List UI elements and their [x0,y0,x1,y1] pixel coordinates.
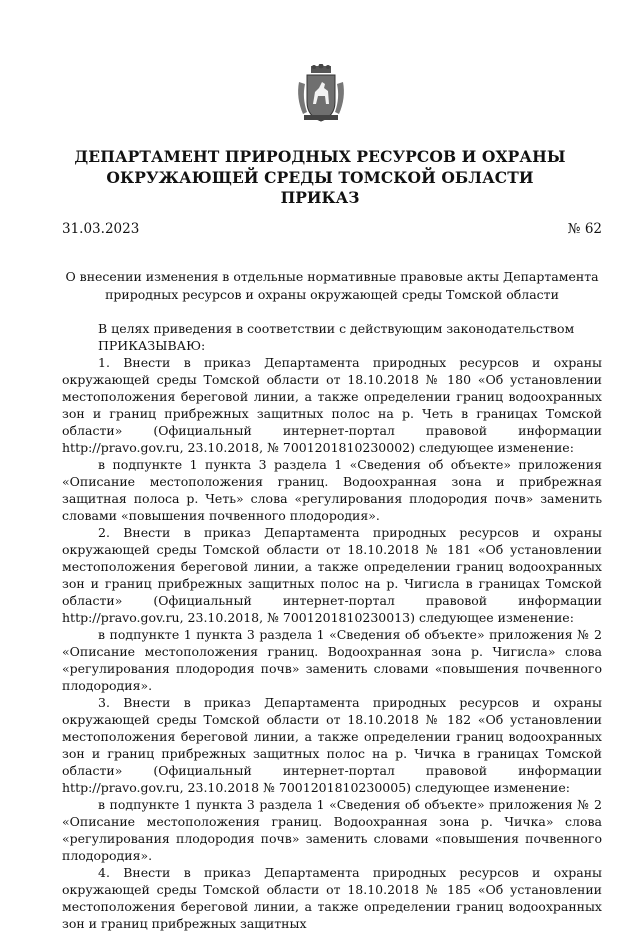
coat-of-arms-icon [295,64,347,124]
order-heading: ПРИКАЗ [280,188,360,207]
body-paragraph: в подпункте 1 пункта 3 раздела 1 «Сведения об объекте» приложения № 2 «Описание местоположения границ. Водоохранная зона р. Чигисла» слова «регулирования плодородия почв» заменить словами «повышения почвенного плодородия». [62,627,602,693]
body-paragraph: В целях приведения в соответствии с действующим законодательством [98,321,575,336]
order-date: 31.03.2023 [62,221,140,237]
order-number: № 62 [567,221,602,237]
order-body [62,320,602,932]
body-paragraph: 2. Внести в приказ Департамента природных ресурсов и охраны окружающей среды Томской области от 18.10.2018 № 181 «Об установлении местоположения береговой линии, а также определении границ водоохранных зон и границ прибрежных защитных полос на р. Чигисла в границах Томской области» (Официальный интернет-портал правовой информации http://pravo.gov.ru, 23.10.2018, № 7001201810230013) следующее изменение: [62,525,602,625]
body-paragraph: 1. Внести в приказ Департамента природных ресурсов и охраны окружающей среды Томской области от 18.10.2018 № 180 «Об установлении местоположения береговой линии, а также определении границ водоохранных зон и границ прибрежных защитных полос на р. Четь в границах Томской области» (Официальный интернет-портал правовой информации http://pravo.gov.ru, 23.10.2018, № 7001201810230002) следующее изменение: [62,355,602,455]
body-paragraph: 4. Внести в приказ Департамента природных ресурсов и охраны окружающей среды Томской области от 18.10.2018 № 185 «Об установлении местоположения береговой линии, а также определении границ водоохранных зон и границ прибрежных защитных [62,865,602,931]
body-paragraph: 3. Внести в приказ Департамента природных ресурсов и охраны окружающей среды Томской области от 18.10.2018 № 182 «Об установлении местоположения береговой линии, а также определении границ водоохранных зон и границ прибрежных защитных полос на р. Чичка в границах Томской области» (Официальный интернет-портал правовой информации http://pravo.gov.ru, 23.10.2018 № 7001201810230005) следующее изменение: [62,695,602,795]
body-paragraph: в подпункте 1 пункта 3 раздела 1 «Сведения об объекте» приложения «Описание местоположения границ. Водоохранная зона и прибрежная защитная полоса р. Четь» слова «регулирования плодородия почв» заменить словами «повышения почвенного плодородия». [62,457,602,523]
order-subject: О внесении изменения в отдельные нормативные правовые акты Департамента природных ресурсов и охраны окружающей среды Томской области [65,269,599,302]
body-paragraph: ПРИКАЗЫВАЮ: [98,338,206,353]
department-title: ДЕПАРТАМЕНТ ПРИРОДНЫХ РЕСУРСОВ И ОХРАНЫ ОКРУЖАЮЩЕЙ СРЕДЫ ТОМСКОЙ ОБЛАСТИ [74,147,566,187]
body-paragraph: в подпункте 1 пункта 3 раздела 1 «Сведения об объекте» приложения № 2 «Описание местоположения границ. Водоохранная зона р. Чичка» слова «регулирования плодородия почв» заменить словами «повышения почвенного плодородия». [62,797,602,863]
